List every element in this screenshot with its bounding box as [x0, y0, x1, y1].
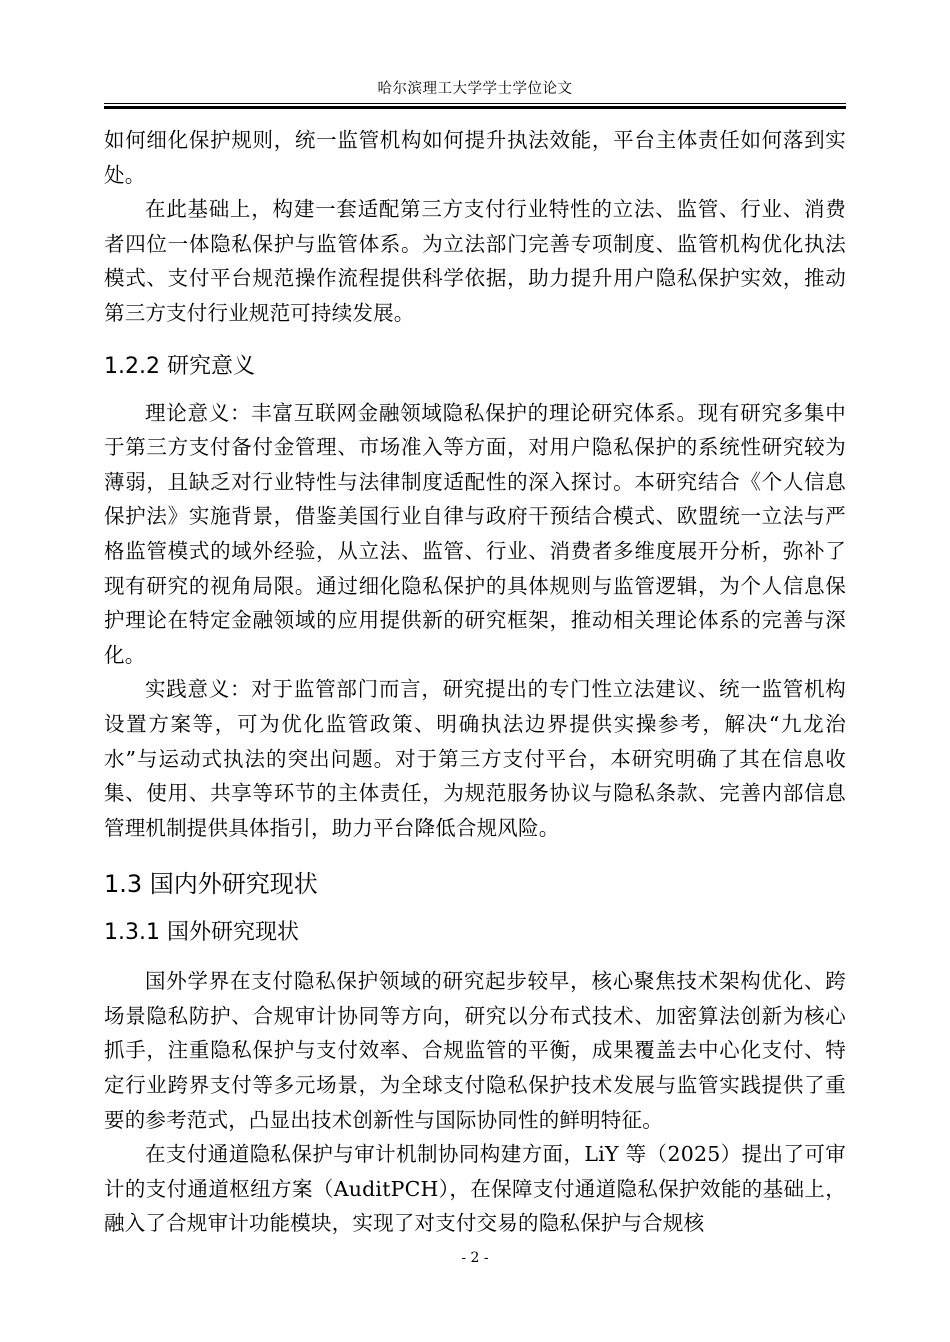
- page-number: - 2 -: [461, 1250, 489, 1266]
- paragraph-payment-channel: 在支付通道隐私保护与审计机制协同构建方面，LiY 等（2025）提出了可审计的支付通道枢纽方案（AuditPCH），在保障支付通道隐私保护效能的基础上，融入了合规审计功能模块，实现了对支付交易的隐私保护与合规核: [104, 1142, 846, 1236]
- paragraph-foreign-research: 国外学界在支付隐私保护领域的研究起步较早，核心聚焦技术架构优化、跨场景隐私防护、合规审计协同等方向，研究以分布式技术、加密算法创新为核心抓手，注重隐私保护与支付效率、合规监管的平衡，成果覆盖去中心化支付、特定行业跨界支付等多元场景，为全球支付隐私保护技术发展与监管实践提供了重要的参考范式，凸显出技术创新性与国际协同性的鲜明特征。: [104, 969, 846, 1132]
- paragraph-practical-significance: 实践意义：对于监管部门而言，研究提出的专门性立法建议、统一监管机构设置方案等，可为优化监管政策、明确执法边界提供实操参考，解决“九龙治水”与运动式执法的突出问题。对于第三方支付平台，本研究明确了其在信息收集、使用、共享等环节的主体责任，为规范服务协议与隐私条款、完善内部信息管理机制提供具体指引，助力平台降低合规风险。: [104, 677, 846, 840]
- heading-1-3-1: 1.3.1 国外研究现状: [104, 920, 299, 946]
- paragraph-system-construction: 在此基础上，构建一套适配第三方支付行业特性的立法、监管、行业、消费者四位一体隐私保护与监管体系。为立法部门完善专项制度、监管机构优化执法模式、支付平台规范操作流程提供科学依据，助力提升用户隐私保护实效，推动第三方支付行业规范可持续发展。: [104, 197, 846, 325]
- paragraph-continued: 如何细化保护规则，统一监管机构如何提升执法效能，平台主体责任如何落到实处。: [104, 128, 846, 187]
- header-rule-thin: [104, 103, 846, 104]
- heading-1-3: 1.3 国内外研究现状: [104, 870, 318, 899]
- header-rule-thick: [104, 106, 846, 109]
- running-header-title: 哈尔滨理工大学学士学位论文: [377, 81, 573, 97]
- page-body: [104, 123, 846, 1241]
- paragraph-theoretical-significance: 理论意义：丰富互联网金融领域隐私保护的理论研究体系。现有研究多集中于第三方支付备付金管理、市场准入等方面，对用户隐私保护的系统性研究较为薄弱，且缺乏对行业特性与法律制度适配性的深入探讨。本研究结合《个人信息保护法》实施背景，借鉴美国行业自律与政府干预结合模式、欧盟统一立法与严格监管模式的域外经验，从立法、监管、行业、消费者多维度展开分析，弥补了现有研究的视角局限。通过细化隐私保护的具体规则与监管逻辑，为个人信息保护理论在特定金融领域的应用提供新的研究框架，推动相关理论体系的完善与深化。: [104, 400, 846, 667]
- heading-1-2-2: 1.2.2 研究意义: [104, 353, 255, 379]
